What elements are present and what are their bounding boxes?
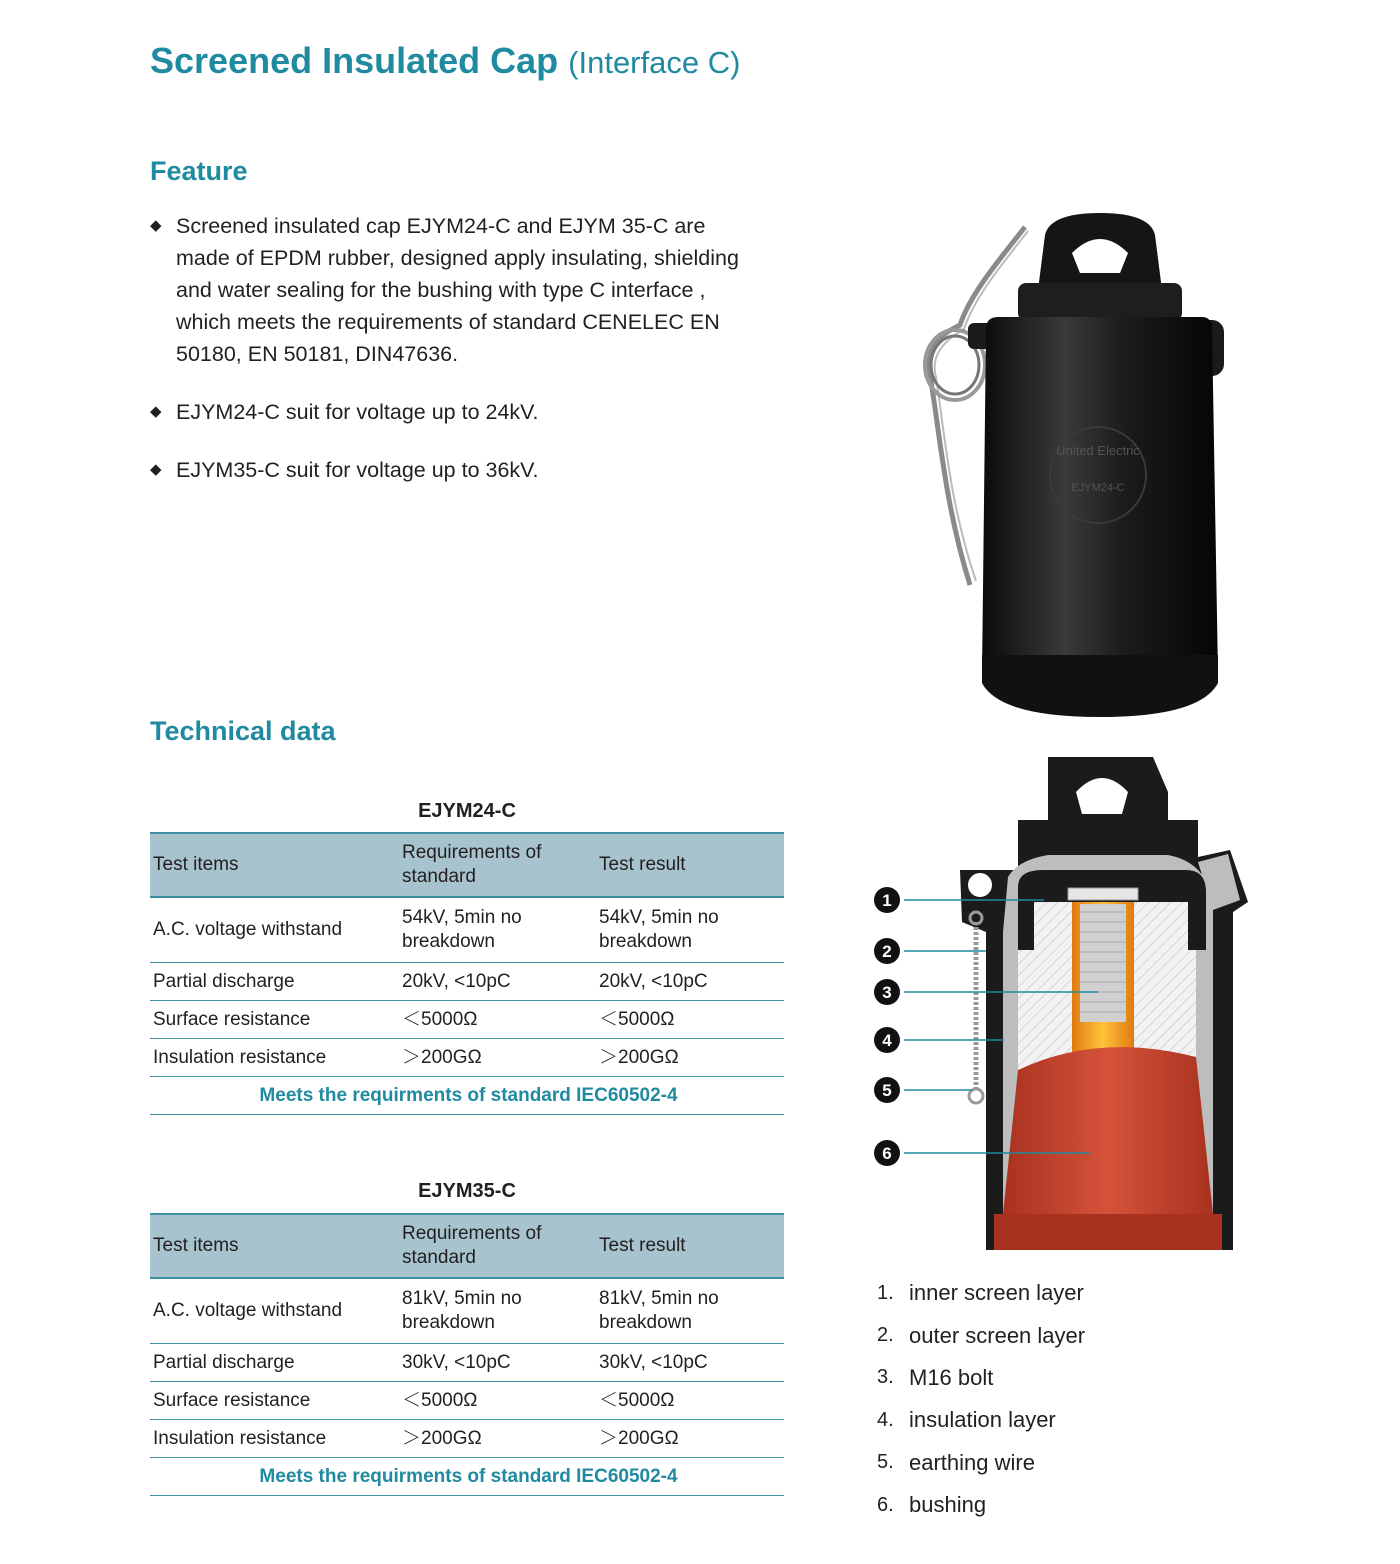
table-title-ejym35: EJYM35-C xyxy=(418,1180,516,1202)
cell: 30kV, <10pC xyxy=(399,1344,596,1382)
cell: Surface resistance xyxy=(150,1001,399,1039)
feature-bullet xyxy=(150,454,750,486)
col-header-test-items: Test items xyxy=(150,1214,399,1278)
spec-table-ejym35 xyxy=(150,1213,784,1496)
cell: A.C. voltage withstand xyxy=(150,897,399,963)
cell: 20kV, <10pC xyxy=(596,963,784,1001)
callout-5: 5 xyxy=(882,1081,892,1100)
page-title xyxy=(150,40,740,82)
feature-heading: Feature xyxy=(150,156,248,186)
table-row xyxy=(150,1420,784,1458)
cell: ＜5000Ω xyxy=(596,1382,784,1420)
cell: Insulation resistance xyxy=(150,1420,399,1458)
legend-item xyxy=(877,1484,1085,1526)
cell: Partial discharge xyxy=(150,1344,399,1382)
legend-label: earthing wire xyxy=(909,1449,1035,1475)
spec-table-ejym24 xyxy=(150,832,784,1115)
legend-label: outer screen layer xyxy=(909,1322,1086,1348)
feature-bullet xyxy=(150,396,750,428)
legend-item xyxy=(877,1442,1085,1484)
bullet-diamond-icon: ◆ xyxy=(150,217,162,234)
callout-3: 3 xyxy=(882,983,892,1002)
cell: ＞200GΩ xyxy=(596,1039,784,1077)
col-header-result: Test result xyxy=(596,1214,784,1278)
bullet-diamond-icon: ◆ xyxy=(150,403,162,420)
table-row xyxy=(150,897,784,963)
cross-section-diagram xyxy=(868,752,1260,1257)
bullet-diamond-icon: ◆ xyxy=(150,461,162,478)
cell: 54kV, 5min no breakdown xyxy=(399,897,596,963)
standard-note: Meets the requirments of standard IEC60502-4 xyxy=(150,1458,784,1496)
feature-text: EJYM24-C suit for voltage up to 24kV. xyxy=(176,400,539,424)
table-row xyxy=(150,1278,784,1344)
legend-number: 5. xyxy=(877,1451,894,1474)
cell: ＜5000Ω xyxy=(596,1001,784,1039)
feature-text: EJYM35-C suit for voltage up to 36kV. xyxy=(176,458,539,482)
table-row xyxy=(150,1001,784,1039)
cell: A.C. voltage withstand xyxy=(150,1278,399,1344)
callout-2: 2 xyxy=(882,942,892,961)
table-header-row xyxy=(150,1214,784,1278)
legend-label: inner screen layer xyxy=(909,1280,1084,1306)
cell: ＞200GΩ xyxy=(399,1039,596,1077)
table-row xyxy=(150,963,784,1001)
legend-item xyxy=(877,1357,1085,1399)
product-photo xyxy=(900,205,1260,725)
table-row xyxy=(150,1344,784,1382)
cell: ＜5000Ω xyxy=(399,1001,596,1039)
callout-6: 6 xyxy=(882,1144,892,1163)
standard-note: Meets the requirments of standard IEC60502-4 xyxy=(150,1077,784,1115)
cell: 30kV, <10pC xyxy=(596,1344,784,1382)
cell: 81kV, 5min no breakdown xyxy=(399,1278,596,1344)
cell: Surface resistance xyxy=(150,1382,399,1420)
legend-number: 4. xyxy=(877,1408,894,1431)
col-header-requirements: Requirements of standard xyxy=(399,1214,596,1278)
legend-label: insulation layer xyxy=(909,1407,1056,1433)
cell: 20kV, <10pC xyxy=(399,963,596,1001)
embossed-model: EJYM24-C xyxy=(1071,482,1125,494)
diagram-legend xyxy=(877,1272,1085,1526)
cell: ＞200GΩ xyxy=(399,1420,596,1458)
table-note-row xyxy=(150,1077,784,1115)
table-title-ejym24: EJYM24-C xyxy=(418,800,516,822)
legend-number: 1. xyxy=(877,1281,894,1304)
legend-item xyxy=(877,1399,1085,1441)
legend-item xyxy=(877,1272,1085,1314)
table-header-row xyxy=(150,833,784,897)
col-header-result: Test result xyxy=(596,833,784,897)
embossed-brand: United Electric xyxy=(1056,443,1140,458)
legend-number: 6. xyxy=(877,1493,894,1516)
feature-bullet xyxy=(150,210,750,370)
legend-item xyxy=(877,1314,1085,1356)
callout-1: 1 xyxy=(882,891,892,910)
technical-heading: Technical data xyxy=(150,716,336,746)
table-note-row xyxy=(150,1458,784,1496)
legend-number: 3. xyxy=(877,1366,894,1389)
cell: Partial discharge xyxy=(150,963,399,1001)
feature-text: Screened insulated cap EJYM24-C and EJYM 35-C are made of EPDM rubber, designed apply insulating, shielding and water sealing for the bushing with type C interface , which meets the requirements of standard CENELEC EN 50180, EN 50181, DIN47636. xyxy=(176,214,739,366)
table-row xyxy=(150,1039,784,1077)
cell: Insulation resistance xyxy=(150,1039,399,1077)
cell: 54kV, 5min no breakdown xyxy=(596,897,784,963)
page-title-sub: (Interface C) xyxy=(568,45,741,80)
feature-list xyxy=(150,210,750,512)
cell: ＜5000Ω xyxy=(399,1382,596,1420)
cell: 81kV, 5min no breakdown xyxy=(596,1278,784,1344)
page-title-main: Screened Insulated Cap xyxy=(150,40,559,81)
cell: ＞200GΩ xyxy=(596,1420,784,1458)
table-row xyxy=(150,1382,784,1420)
legend-label: bushing xyxy=(909,1492,987,1518)
callout-4: 4 xyxy=(882,1031,892,1050)
legend-label: M16 bolt xyxy=(909,1364,994,1390)
col-header-test-items: Test items xyxy=(150,833,399,897)
col-header-requirements: Requirements of standard xyxy=(399,833,596,897)
legend-number: 2. xyxy=(877,1324,894,1347)
